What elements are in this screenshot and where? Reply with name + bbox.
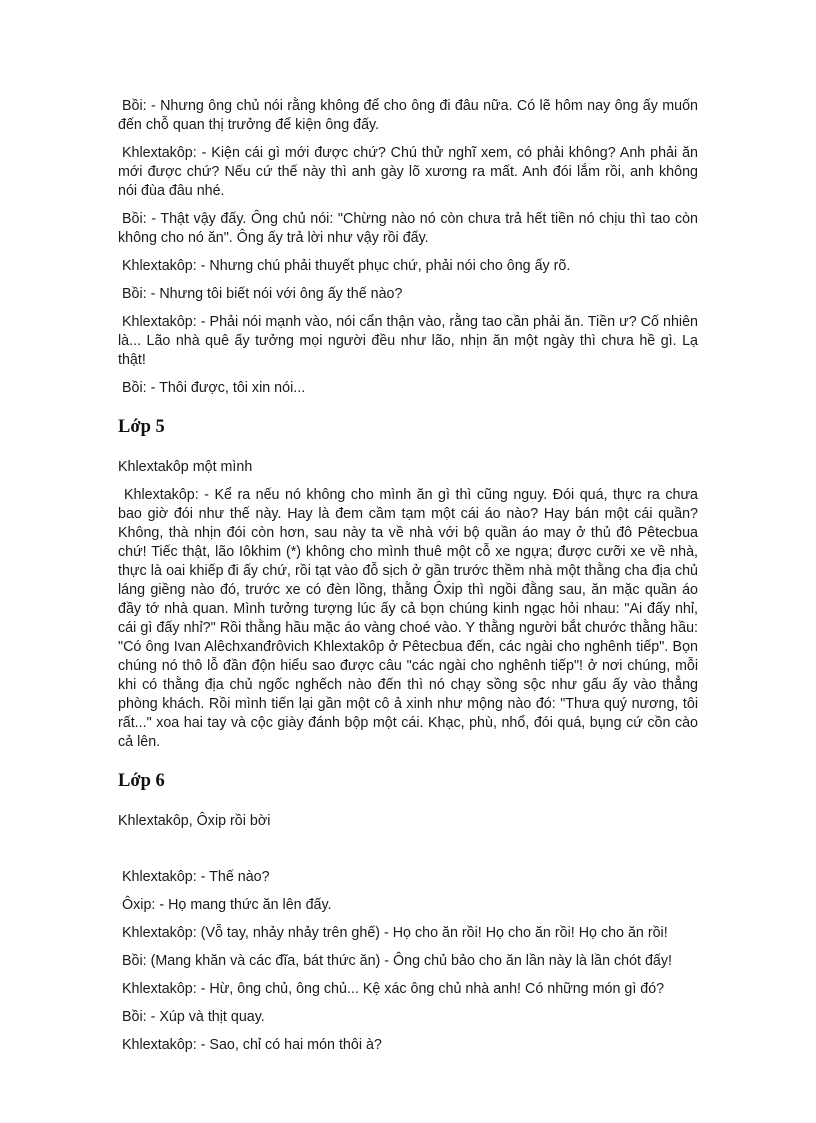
dialogue-line: Khlextakôp: - Kiện cái gì mới được chứ? Chú thử nghĩ xem, có phải không? Anh phải ăn mới được chứ? Nếu cứ thế này thì anh gày lõ xương ra mất. Anh đói lắm rồi, anh không nói đùa đâu nhé. bbox=[118, 145, 698, 199]
scene-6-heading: Lớp 6 bbox=[118, 771, 165, 791]
dialogue-line: Khlextakôp: - Sao, chỉ có hai món thôi à? bbox=[122, 1037, 382, 1053]
dialogue-line: Ôxip: - Họ mang thức ăn lên đấy. bbox=[122, 897, 332, 913]
spacer bbox=[118, 840, 698, 868]
document-page bbox=[118, 97, 698, 1064]
dialogue-line: Bồi: - Xúp và thịt quay. bbox=[122, 1009, 265, 1025]
scene-5-monologue: Khlextakôp: - Kể ra nếu nó không cho mình ăn gì thì cũng nguy. Đói quá, thực ra chưa bao giờ đói như thế này. Hay là đem cầm tạm một cái áo nào? Hay bán một cái quần? Không, thà nhịn đói còn hơn, sau này ta về nhà với bộ quần áo may ở thủ đô Pêtecbua chứ! Tiếc thật, lão Iôkhim (*) không cho mình thuê một cỗ xe ngựa; được cưỡi xe về nhà, thực là oai khiếp đi ấy chứ, rồi tạt vào đỗ sịch ở gần trước thềm nhà một thằng cha địa chủ láng giềng nào đó, trước xe có đèn lồng, thằng Ôxip thì ngồi đằng sau, ăn mặc quần áo đầy tớ nhà quan. Mình tưởng tượng lúc ấy cả bọn chúng kinh ngạc hỏi nhau: "Ai đấy nhỉ, cái gì đấy nhỉ?" Rồi thằng hầu mặc áo vàng choé vào. Y thằng người bắt chước thằng hầu: "Có ông Ivan Alêchxanđrôvich Khlextakôp ở Pêtecbua đến, các ngài cho nghênh tiếp". Bọn chúng nó thô lỗ đần độn hiểu sao được câu "các ngài cho nghênh tiếp"! ở nơi chúng, mỗi khi có thằng địa chủ ngốc nghếch nào đến thì nó chạy sồng sộc như gấu ấy vào thẳng phòng khách. Rồi mình tiến lại gần một cô ả xinh như mộng nào đó: "Thưa quý nương, tôi rất..." xoa hai tay và cộc giày đánh bộp một cái. Khạc, phù, nhổ, đói quá, bụng cứ cồn cào cả lên. bbox=[118, 487, 698, 750]
dialogue-line: Bồi: - Nhưng ông chủ nói rằng không để cho ông đi đâu nữa. Có lẽ hôm nay ông ấy muốn đến chỗ quan thị trưởng để kiện ông đấy. bbox=[118, 98, 698, 133]
dialogue-line: Khlextakôp: - Hừ, ông chủ, ông chủ... Kệ xác ông chủ nhà anh! Có những món gì đó? bbox=[122, 981, 665, 997]
scene-6-stage-direction: Khlextakôp, Ôxip rồi bời bbox=[118, 813, 271, 829]
dialogue-line: Khlextakôp: - Phải nói mạnh vào, nói cẩn thận vào, rằng tao cần phải ăn. Tiền ư? Cố nhiên là... Lão nhà quê ấy tưởng mọi người đều như lão, nhịn ăn một ngày thì chưa hề gì. Lạ thật! bbox=[118, 314, 698, 368]
dialogue-line: Bồi: - Thật vậy đấy. Ông chủ nói: "Chừng nào nó còn chưa trả hết tiền nó chịu thì tao còn không cho nó ăn". Ông ấy trả lời như vậy rồi đấy. bbox=[118, 211, 698, 246]
scene-5-stage-direction: Khlextakôp một mình bbox=[118, 459, 253, 475]
dialogue-line: Khlextakôp: - Thế nào? bbox=[122, 869, 270, 885]
dialogue-line: Khlextakôp: - Nhưng chú phải thuyết phục chứ, phải nói cho ông ấy rõ. bbox=[122, 258, 571, 274]
dialogue-line: Khlextakôp: (Vỗ tay, nhảy nhảy trên ghế) - Họ cho ăn rồi! Họ cho ăn rồi! Họ cho ăn rồi! bbox=[122, 925, 668, 941]
dialogue-line: Bồi: (Mang khăn và các đĩa, bát thức ăn) - Ông chủ bảo cho ăn lần này là lần chót đấy! bbox=[122, 953, 673, 969]
scene-5-heading: Lớp 5 bbox=[118, 417, 165, 437]
dialogue-line: Bồi: - Thôi được, tôi xin nói... bbox=[122, 380, 306, 396]
dialogue-line: Bồi: - Nhưng tôi biết nói với ông ấy thế nào? bbox=[122, 286, 403, 302]
